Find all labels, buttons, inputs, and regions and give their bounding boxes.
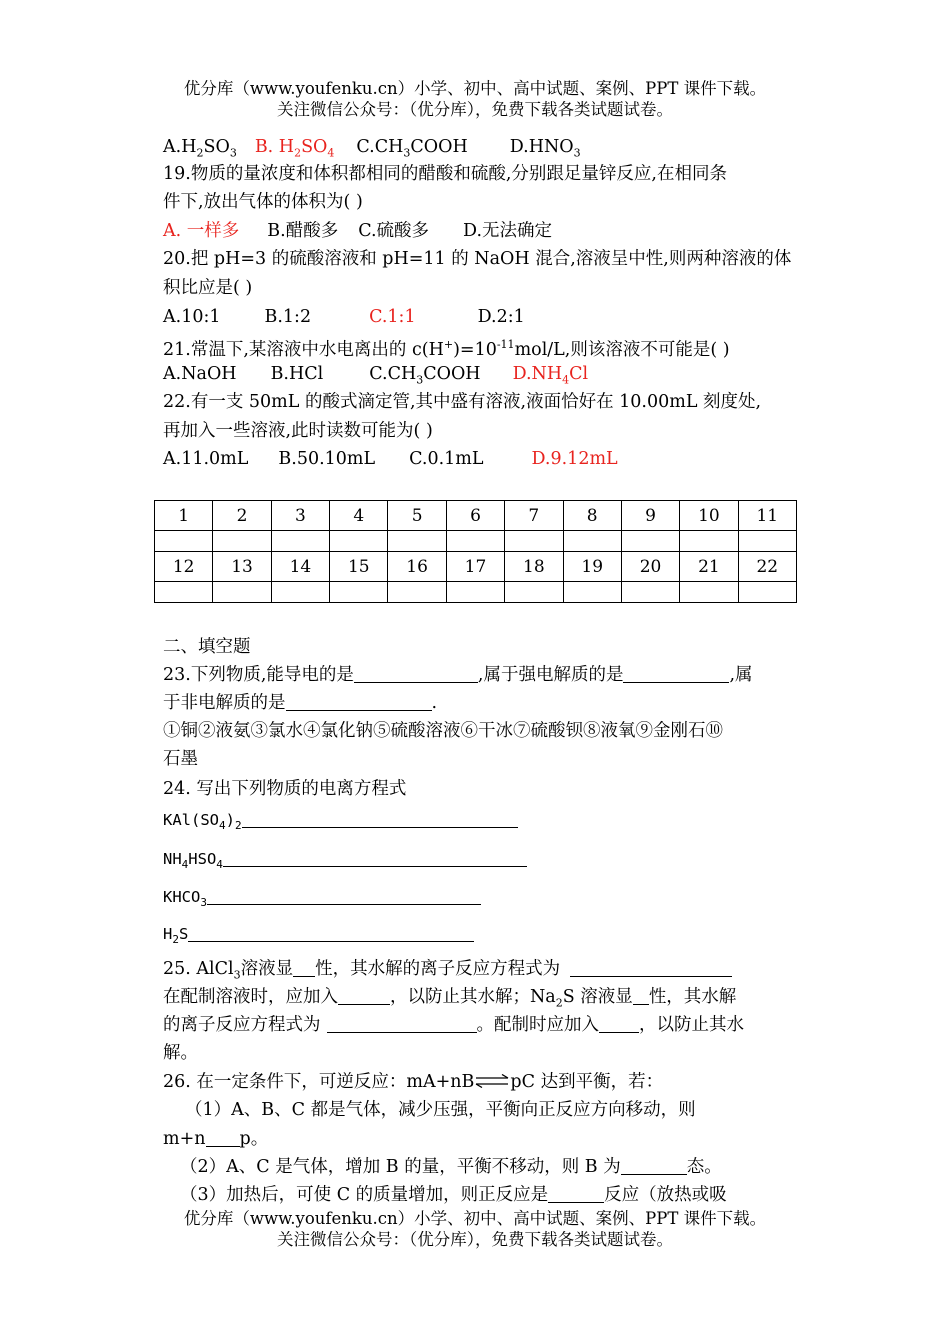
q20-option-c: C.1:1	[369, 307, 416, 327]
q25-blank-na2s-equation[interactable]	[327, 1016, 477, 1033]
q24-formula-2: $NH_4HSO_4$	[163, 846, 527, 878]
footer-line-1: 优分库（www.youfenku.cn）小学、初中、高中试题、案例、PPT 课件下载。	[183, 1209, 767, 1228]
q26-blank-1[interactable]	[206, 1130, 240, 1147]
answer-cell[interactable]	[155, 531, 213, 552]
answer-cell[interactable]	[621, 582, 679, 603]
q19-option-c: C.硫酸多	[358, 221, 430, 241]
answer-table-cell: 7	[505, 501, 563, 531]
q22-option-b: B.50.10mL	[278, 449, 376, 469]
q26-sub-3: （3）加热后，可使 C 的质量增加，则正反应是 反应（放热或吸	[180, 1185, 727, 1205]
q19-option-b: B.醋酸多	[267, 221, 339, 241]
q18-option-c: $C.CH_3COOH$	[356, 137, 468, 160]
answer-table-blank-row-1	[155, 531, 797, 552]
equilibrium-arrow-icon	[474, 1074, 510, 1088]
q26-blank-3[interactable]	[548, 1186, 604, 1203]
answer-table-cell: 1	[155, 501, 213, 531]
answer-table-cell: 8	[563, 501, 621, 531]
q22-option-d: D.9.12mL	[531, 449, 618, 469]
q24-blank-1[interactable]	[242, 813, 518, 828]
q19-option-a: A. 一样多	[163, 221, 240, 241]
q25-blank-alcl3-additive[interactable]	[338, 988, 390, 1005]
answer-table-header-row-1	[155, 501, 797, 531]
q25-blank-na2s-additive[interactable]	[599, 1016, 639, 1033]
section-title: 二、填空题	[163, 637, 251, 657]
answer-cell[interactable]	[680, 582, 738, 603]
answer-cell[interactable]	[505, 531, 563, 552]
answer-cell[interactable]	[446, 582, 504, 603]
q25-line-2: 在配制溶液时，应加入 ，以防止其水解；$Na_2S$ 溶液显 性，其水解	[163, 987, 737, 1010]
q19-option-d: D.无法确定	[463, 221, 553, 241]
answer-table-cell: 9	[621, 501, 679, 531]
q26-sub-2: （2）A、C 是气体，增加 B 的量，平衡不移动，则 B 为 态。	[180, 1157, 722, 1177]
answer-cell[interactable]	[446, 531, 504, 552]
q25-line-4: 解。	[163, 1043, 198, 1063]
answer-cell[interactable]	[738, 531, 796, 552]
answer-table-cell: 22	[738, 552, 796, 582]
q23-stem-2: 于非电解质的是 .	[163, 693, 438, 713]
q23-blank-strong-electrolyte[interactable]	[623, 666, 729, 683]
q25-blank-na2s-property[interactable]	[633, 988, 649, 1005]
q18-option-d: $D.HNO_3$	[509, 137, 581, 160]
answer-cell[interactable]	[155, 582, 213, 603]
q24-blank-2[interactable]	[223, 852, 527, 867]
answer-cell[interactable]	[505, 582, 563, 603]
answer-cell[interactable]	[213, 531, 271, 552]
q20-option-a: A.10:1	[163, 307, 221, 327]
answer-cell[interactable]	[330, 582, 388, 603]
answer-table	[154, 500, 797, 603]
answer-table-cell: 21	[680, 552, 738, 582]
answer-table-cell: 19	[563, 552, 621, 582]
answer-cell[interactable]	[680, 531, 738, 552]
answer-cell[interactable]	[271, 582, 329, 603]
q24-formula-1: $KAl(SO_4)_2$	[163, 807, 518, 839]
answer-table-cell: 5	[388, 501, 446, 531]
q22-option-c: C.0.1mL	[409, 449, 484, 469]
q24-formula-3: $KHCO_3$	[163, 884, 481, 916]
answer-table-cell: 11	[738, 501, 796, 531]
q26-blank-2[interactable]	[621, 1158, 687, 1175]
q20-option-d: D.2:1	[477, 307, 525, 327]
q24-title: 24. 写出下列物质的电离方程式	[163, 779, 407, 799]
answer-cell[interactable]	[738, 582, 796, 603]
q23-blank-nonelectrolyte[interactable]	[286, 694, 432, 711]
q25-line-1: 25. AlCl$_3$溶液显 性，其水解的离子反应方程式为	[163, 956, 732, 989]
q24-formula-4: $H_2S$	[163, 921, 474, 953]
q19-stem-1: 19.物质的量浓度和体积都相同的醋酸和硫酸,分别跟足量锌反应,在相同条	[163, 164, 727, 184]
footer-line-2: 关注微信公众号：（优分库），免费下载各类试题试卷。	[277, 1230, 673, 1249]
answer-table-cell: 17	[446, 552, 504, 582]
q26-stem: 26. 在一定条件下，可逆反应：mA+nB pC 达到平衡，若：	[163, 1072, 664, 1092]
answer-cell[interactable]	[271, 531, 329, 552]
q19-stem-2: 件下,放出气体的体积为( )	[163, 192, 363, 212]
q21-option-b: B.HCl	[270, 364, 324, 384]
q25-blank-alcl3-equation[interactable]	[570, 960, 732, 977]
q25-blank-alcl3-property[interactable]	[293, 960, 315, 977]
answer-table-cell: 18	[505, 552, 563, 582]
q20-stem-2: 积比应是( )	[163, 278, 253, 298]
q21-option-a: A.NaOH	[163, 364, 237, 384]
answer-cell[interactable]	[388, 582, 446, 603]
q22-option-a: A.11.0mL	[163, 449, 249, 469]
answer-table-cell: 3	[271, 501, 329, 531]
header-line-2: 关注微信公众号：（优分库），免费下载各类试题试卷。	[277, 100, 673, 119]
header-line-1: 优分库（www.youfenku.cn）小学、初中、高中试题、案例、PPT 课件下载。	[183, 79, 767, 98]
answer-cell[interactable]	[563, 582, 621, 603]
q24-blank-4[interactable]	[188, 927, 474, 942]
answer-table-cell: 2	[213, 501, 271, 531]
q23-substance-list-1: ①铜②液氨③氯水④氯化钠⑤硫酸溶液⑥干冰⑦硫酸钡⑧液氧⑨金刚石⑩	[163, 721, 723, 741]
q23-stem-1: 23.下列物质,能导电的是 ,属于强电解质的是 ,属	[163, 665, 753, 685]
q20-options	[163, 304, 525, 330]
answer-table-cell: 12	[155, 552, 213, 582]
q21-option-d: $D.NH_4Cl$	[512, 364, 589, 387]
q24-blank-3[interactable]	[207, 890, 481, 905]
q18-option-b: B. $H_2SO_4$	[254, 137, 335, 160]
q22-stem-2: 再加入一些溶液,此时读数可能为( )	[163, 421, 433, 441]
answer-table-cell: 4	[330, 501, 388, 531]
answer-table-cell: 20	[621, 552, 679, 582]
answer-table-cell: 10	[680, 501, 738, 531]
answer-table-cell: 16	[388, 552, 446, 582]
q19-options	[163, 218, 552, 244]
q26-sub-1-line-2: m+n p。	[163, 1129, 269, 1149]
q20-stem-1: 20.把 pH=3 的硫酸溶液和 pH=11 的 NaOH 混合,溶液呈中性,则两种溶液的体	[163, 249, 792, 269]
q22-stem-1: 22.有一支 50mL 的酸式滴定管,其中盛有溶液,液面恰好在 10.00mL 刻度处,	[163, 392, 762, 412]
answer-cell[interactable]	[388, 531, 446, 552]
answer-table-header-row-2	[155, 552, 797, 582]
answer-table-cell: 6	[446, 501, 504, 531]
q23-blank-conductive[interactable]	[354, 666, 478, 683]
answer-table-cell: 15	[330, 552, 388, 582]
q20-option-b: B.1:2	[264, 307, 312, 327]
q26-sub-1-line-1: （1）A、B、C 都是气体，减少压强，平衡向正反应方向移动，则	[185, 1100, 696, 1120]
answer-cell[interactable]	[213, 582, 271, 603]
q18-option-a: $A.H_2SO_3$	[163, 137, 237, 160]
q22-options	[163, 446, 618, 472]
answer-cell[interactable]	[621, 531, 679, 552]
answer-table-cell: 13	[213, 552, 271, 582]
answer-table-cell: 14	[271, 552, 329, 582]
answer-table-blank-row-2	[155, 582, 797, 603]
answer-cell[interactable]	[563, 531, 621, 552]
q21-stem: 21.常温下,某溶液中水电离出的 $c(H^+)=10^{-11}mol/L$,则该溶液不可能是( )	[163, 338, 730, 360]
answer-cell[interactable]	[330, 531, 388, 552]
q23-substance-list-2: 石墨	[163, 749, 198, 769]
q25-line-3: 的离子反应方程式为 。配制时应加入 ，以防止其水	[163, 1015, 744, 1035]
q21-option-c: $C.CH_3COOH$	[369, 364, 481, 387]
